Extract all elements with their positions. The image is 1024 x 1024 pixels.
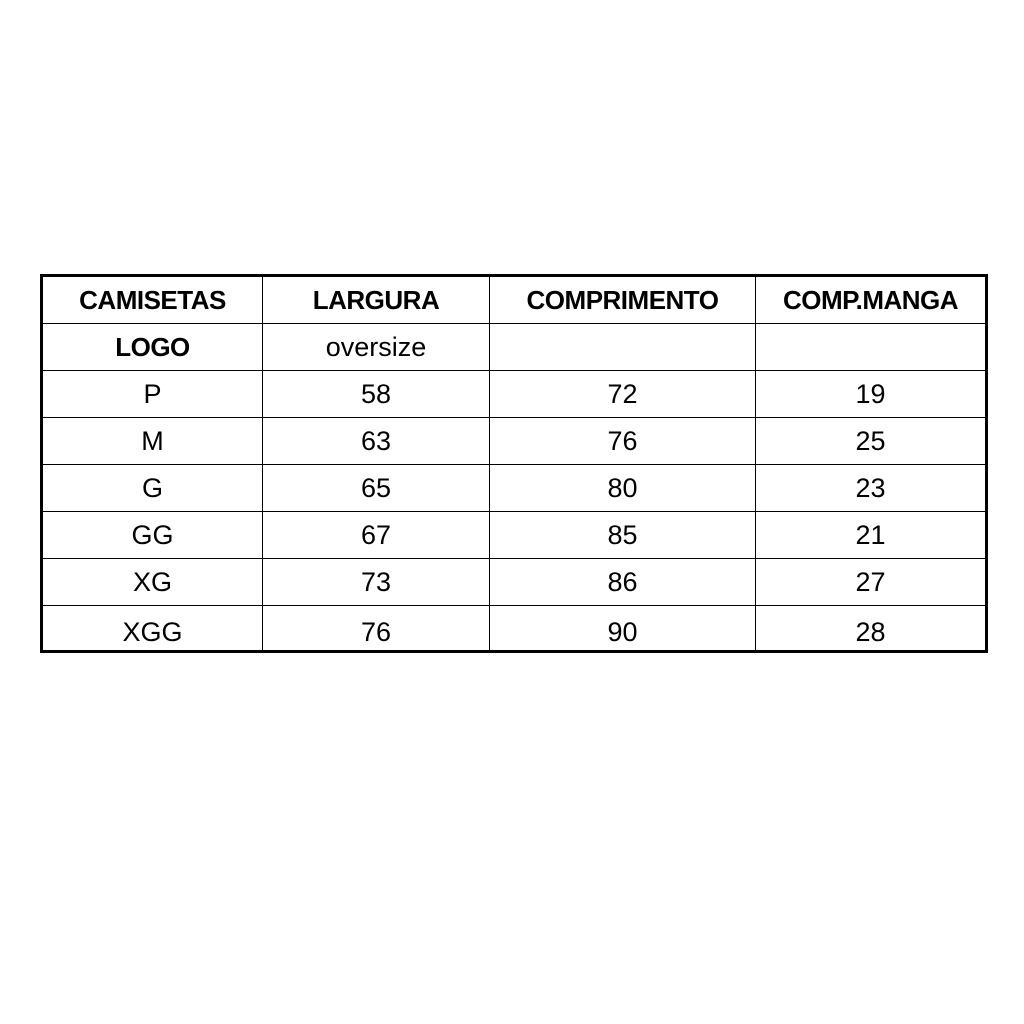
size-cell: P xyxy=(42,371,263,418)
comp-manga-cell: 28 xyxy=(756,606,987,652)
largura-cell: 65 xyxy=(263,465,490,512)
subheader-cell-logo: LOGO xyxy=(42,324,263,371)
comp-manga-cell: 25 xyxy=(756,418,987,465)
size-cell: XGG xyxy=(42,606,263,652)
subheader-cell-fit: oversize xyxy=(263,324,490,371)
size-cell: G xyxy=(42,465,263,512)
comprimento-cell: 86 xyxy=(490,559,756,606)
comp-manga-cell: 19 xyxy=(756,371,987,418)
largura-cell: 63 xyxy=(263,418,490,465)
size-cell: M xyxy=(42,418,263,465)
comprimento-cell: 90 xyxy=(490,606,756,652)
size-cell: XG xyxy=(42,559,263,606)
header-cell-comp-manga: COMP.MANGA xyxy=(756,276,987,324)
table-row xyxy=(42,418,987,465)
table-row xyxy=(42,465,987,512)
header-row xyxy=(42,276,987,324)
subheader-row xyxy=(42,324,987,371)
comp-manga-cell: 27 xyxy=(756,559,987,606)
table-row xyxy=(42,371,987,418)
largura-cell: 67 xyxy=(263,512,490,559)
table-row xyxy=(42,512,987,559)
subheader-cell-empty xyxy=(756,324,987,371)
table-row xyxy=(42,559,987,606)
largura-cell: 76 xyxy=(263,606,490,652)
comprimento-cell: 80 xyxy=(490,465,756,512)
table-row xyxy=(42,606,987,652)
comp-manga-cell: 21 xyxy=(756,512,987,559)
size-cell: GG xyxy=(42,512,263,559)
size-chart-table xyxy=(40,274,988,653)
comprimento-cell: 85 xyxy=(490,512,756,559)
header-cell-largura: LARGURA xyxy=(263,276,490,324)
subheader-cell-empty xyxy=(490,324,756,371)
comp-manga-cell: 23 xyxy=(756,465,987,512)
header-cell-comprimento: COMPRIMENTO xyxy=(490,276,756,324)
comprimento-cell: 72 xyxy=(490,371,756,418)
comprimento-cell: 76 xyxy=(490,418,756,465)
header-cell-camisetas: CAMISETAS xyxy=(42,276,263,324)
largura-cell: 73 xyxy=(263,559,490,606)
largura-cell: 58 xyxy=(263,371,490,418)
